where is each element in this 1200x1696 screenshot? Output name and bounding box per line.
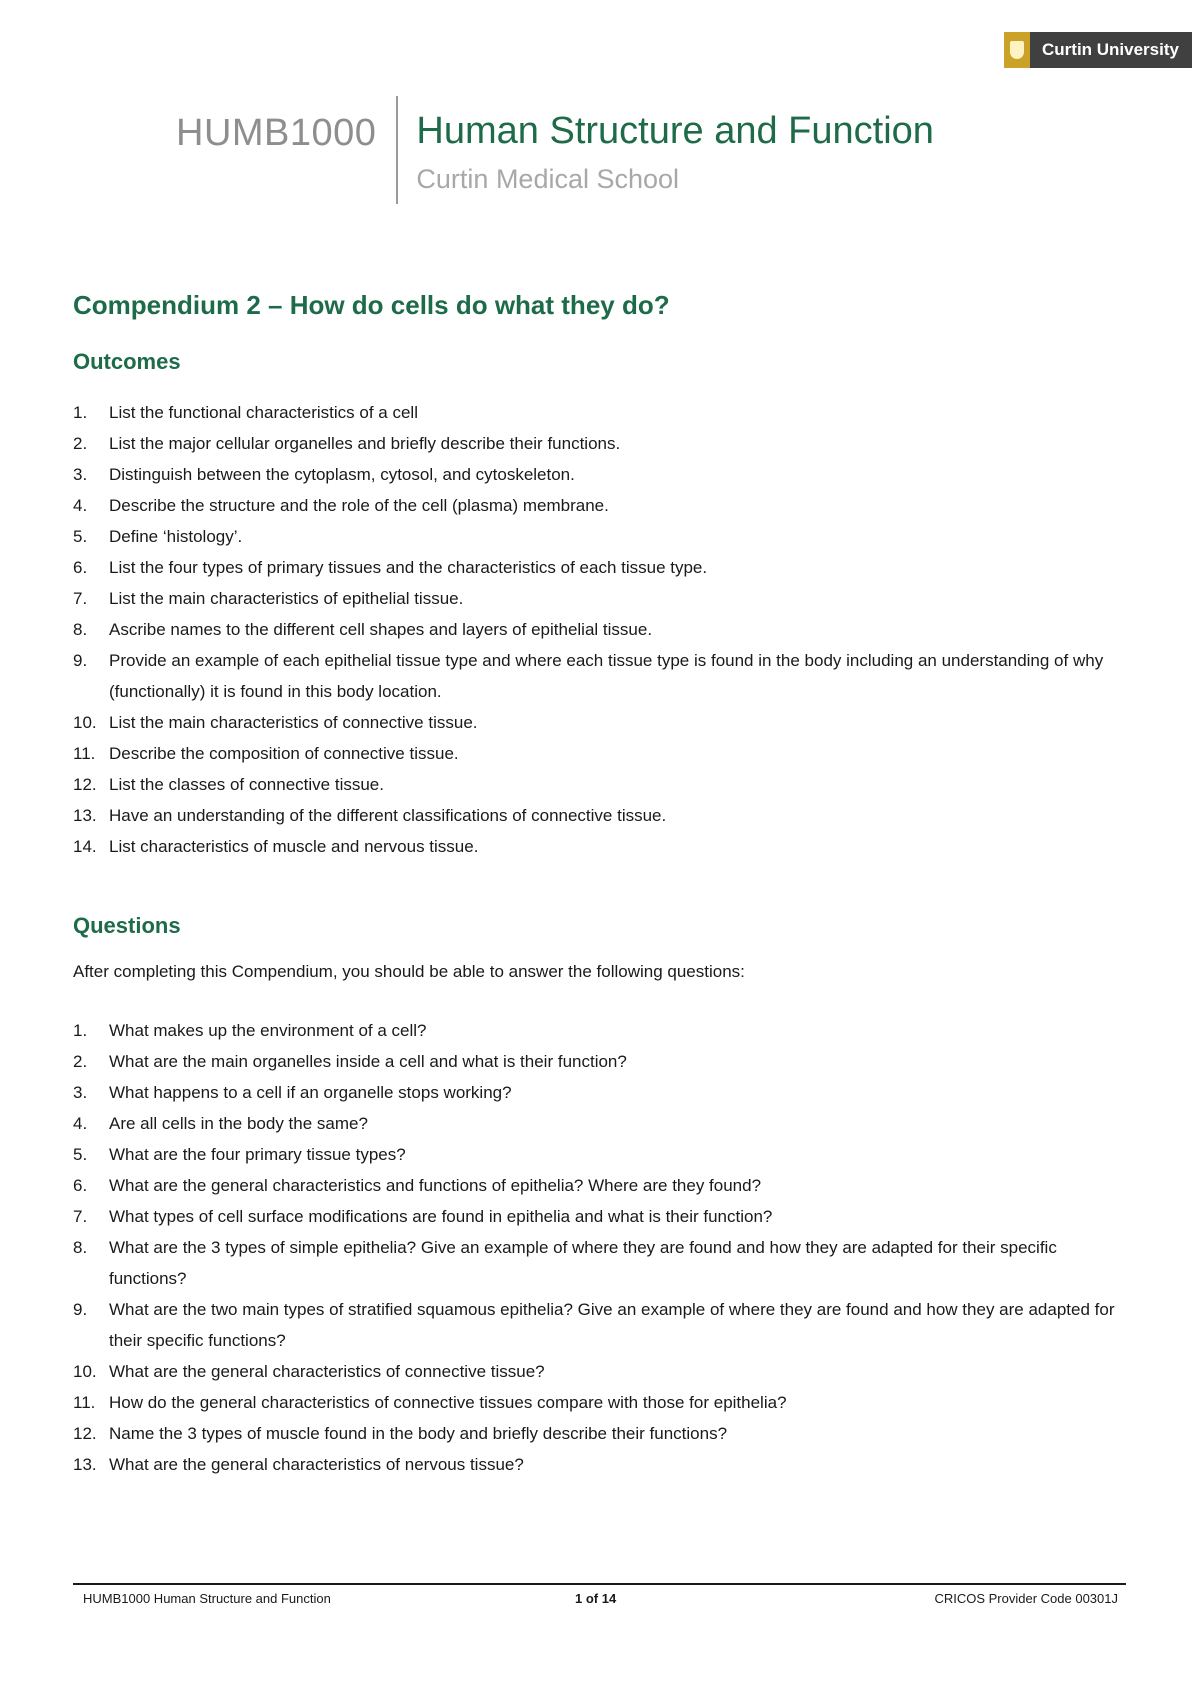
list-item-text: Ascribe names to the different cell shapes and layers of epithelial tissue. — [109, 620, 653, 639]
list-item-text: Define ‘histology’. — [109, 527, 243, 546]
list-item-text: What are the two main types of stratified squamous epithelia? Give an example of where they are found and how they are adapted for their specific functions? — [109, 1300, 1115, 1350]
list-item-text: Have an understanding of the different classifications of connective tissue. — [109, 806, 667, 825]
list-item — [73, 1108, 1133, 1139]
list-item — [73, 738, 1133, 769]
list-item — [73, 831, 1133, 862]
list-number: 14. — [73, 837, 97, 856]
questions-intro: After completing this Compendium, you should be able to answer the following questions: — [73, 962, 745, 981]
list-item — [73, 397, 1133, 428]
list-item — [73, 1170, 1133, 1201]
list-item — [73, 428, 1133, 459]
list-item — [73, 1356, 1133, 1387]
list-number: 11. — [73, 744, 96, 763]
list-item-text: Describe the structure and the role of the cell (plasma) membrane. — [109, 496, 609, 515]
list-number: 6. — [73, 558, 88, 577]
footer-unit: HUMB1000 Human Structure and Function — [83, 1591, 331, 1606]
questions-heading: Questions — [73, 913, 181, 938]
list-item — [73, 1387, 1133, 1418]
list-number: 7. — [73, 1207, 88, 1226]
list-item-text: What types of cell surface modifications are found in epithelia and what is their function? — [109, 1207, 773, 1226]
list-item-text: List the main characteristics of connective tissue. — [109, 713, 478, 732]
list-item-text: What are the 3 types of simple epithelia? Give an example of where they are found and how they are adapted for their specific functions? — [109, 1238, 1057, 1288]
list-item — [73, 583, 1133, 614]
unit-title: Human Structure and Function — [416, 110, 934, 152]
list-item-text: What makes up the environment of a cell? — [109, 1021, 427, 1040]
list-item — [73, 800, 1133, 831]
list-number: 12. — [73, 775, 97, 794]
list-item-text: What are the general characteristics of connective tissue? — [109, 1362, 545, 1381]
list-number: 5. — [73, 527, 88, 546]
list-item — [73, 1139, 1133, 1170]
list-item — [73, 459, 1133, 490]
list-number: 10. — [73, 1362, 97, 1381]
list-item-text: List the functional characteristics of a cell — [109, 403, 418, 422]
list-number: 13. — [73, 806, 97, 825]
list-number: 5. — [73, 1145, 88, 1164]
list-item-text: List the classes of connective tissue. — [109, 775, 384, 794]
list-number: 4. — [73, 1114, 88, 1133]
list-item — [73, 1294, 1133, 1356]
list-item — [73, 1015, 1133, 1046]
list-number: 7. — [73, 589, 88, 608]
unit-code: HUMB1000 — [176, 112, 377, 154]
list-number: 1. — [73, 1021, 88, 1040]
list-item-text: What are the main organelles inside a cell and what is their function? — [109, 1052, 627, 1071]
list-item-text: List the main characteristics of epithelial tissue. — [109, 589, 464, 608]
logo-text: Curtin University — [1042, 40, 1179, 59]
compendium-title: Compendium 2 – How do cells do what they do? — [73, 290, 670, 320]
school-name: Curtin Medical School — [416, 164, 680, 194]
list-number: 8. — [73, 620, 88, 639]
header-titles — [416, 96, 934, 208]
list-item-text: List the four types of primary tissues and the characteristics of each tissue type. — [109, 558, 708, 577]
list-item — [73, 645, 1133, 707]
list-item-text: What are the general characteristics of nervous tissue? — [109, 1455, 524, 1474]
list-item — [73, 1449, 1133, 1480]
list-number: 10. — [73, 713, 97, 732]
list-number: 4. — [73, 496, 88, 515]
list-item — [73, 707, 1133, 738]
list-item-text: Are all cells in the body the same? — [109, 1114, 368, 1133]
curtin-logo — [1004, 32, 1192, 68]
questions-list — [73, 1015, 1133, 1480]
list-item-text: Distinguish between the cytoplasm, cytosol, and cytoskeleton. — [109, 465, 575, 484]
list-item-text: Name the 3 types of muscle found in the body and briefly describe their functions? — [109, 1424, 728, 1443]
shield-icon — [1004, 32, 1030, 68]
list-number: 6. — [73, 1176, 88, 1195]
list-item — [73, 1201, 1133, 1232]
list-number: 1. — [73, 403, 88, 422]
header-divider — [396, 96, 398, 204]
list-item — [73, 1418, 1133, 1449]
list-number: 11. — [73, 1393, 96, 1412]
cricos-code: CRICOS Provider Code 00301J — [934, 1591, 1118, 1606]
list-number: 9. — [73, 1300, 88, 1319]
list-item-text: Provide an example of each epithelial tissue type and where each tissue type is found in the body including an understanding of why (functionally) it is found in this body location. — [109, 651, 1104, 701]
list-number: 3. — [73, 465, 88, 484]
list-item — [73, 521, 1133, 552]
list-item — [73, 1046, 1133, 1077]
footer-rule — [73, 1583, 1126, 1585]
list-item-text: What are the general characteristics and functions of epithelia? Where are they found? — [109, 1176, 762, 1195]
unit-header — [176, 96, 934, 208]
list-item — [73, 552, 1133, 583]
list-item-text: How do the general characteristics of connective tissues compare with those for epithelia? — [109, 1393, 787, 1412]
outcomes-list — [73, 397, 1133, 862]
list-item — [73, 769, 1133, 800]
list-number: 2. — [73, 434, 88, 453]
list-item — [73, 490, 1133, 521]
list-number: 12. — [73, 1424, 97, 1443]
list-number: 3. — [73, 1083, 88, 1102]
list-number: 2. — [73, 1052, 88, 1071]
list-item-text: List characteristics of muscle and nervous tissue. — [109, 837, 479, 856]
list-number: 9. — [73, 651, 88, 670]
list-item-text: List the major cellular organelles and briefly describe their functions. — [109, 434, 621, 453]
outcomes-heading: Outcomes — [73, 349, 181, 374]
page-number: 1 of 14 — [575, 1591, 617, 1606]
list-item-text: Describe the composition of connective tissue. — [109, 744, 459, 763]
list-number: 13. — [73, 1455, 97, 1474]
list-item-text: What happens to a cell if an organelle stops working? — [109, 1083, 512, 1102]
list-item — [73, 1232, 1133, 1294]
list-number: 8. — [73, 1238, 88, 1257]
list-item-text: What are the four primary tissue types? — [109, 1145, 406, 1164]
list-item — [73, 1077, 1133, 1108]
list-item — [73, 614, 1133, 645]
